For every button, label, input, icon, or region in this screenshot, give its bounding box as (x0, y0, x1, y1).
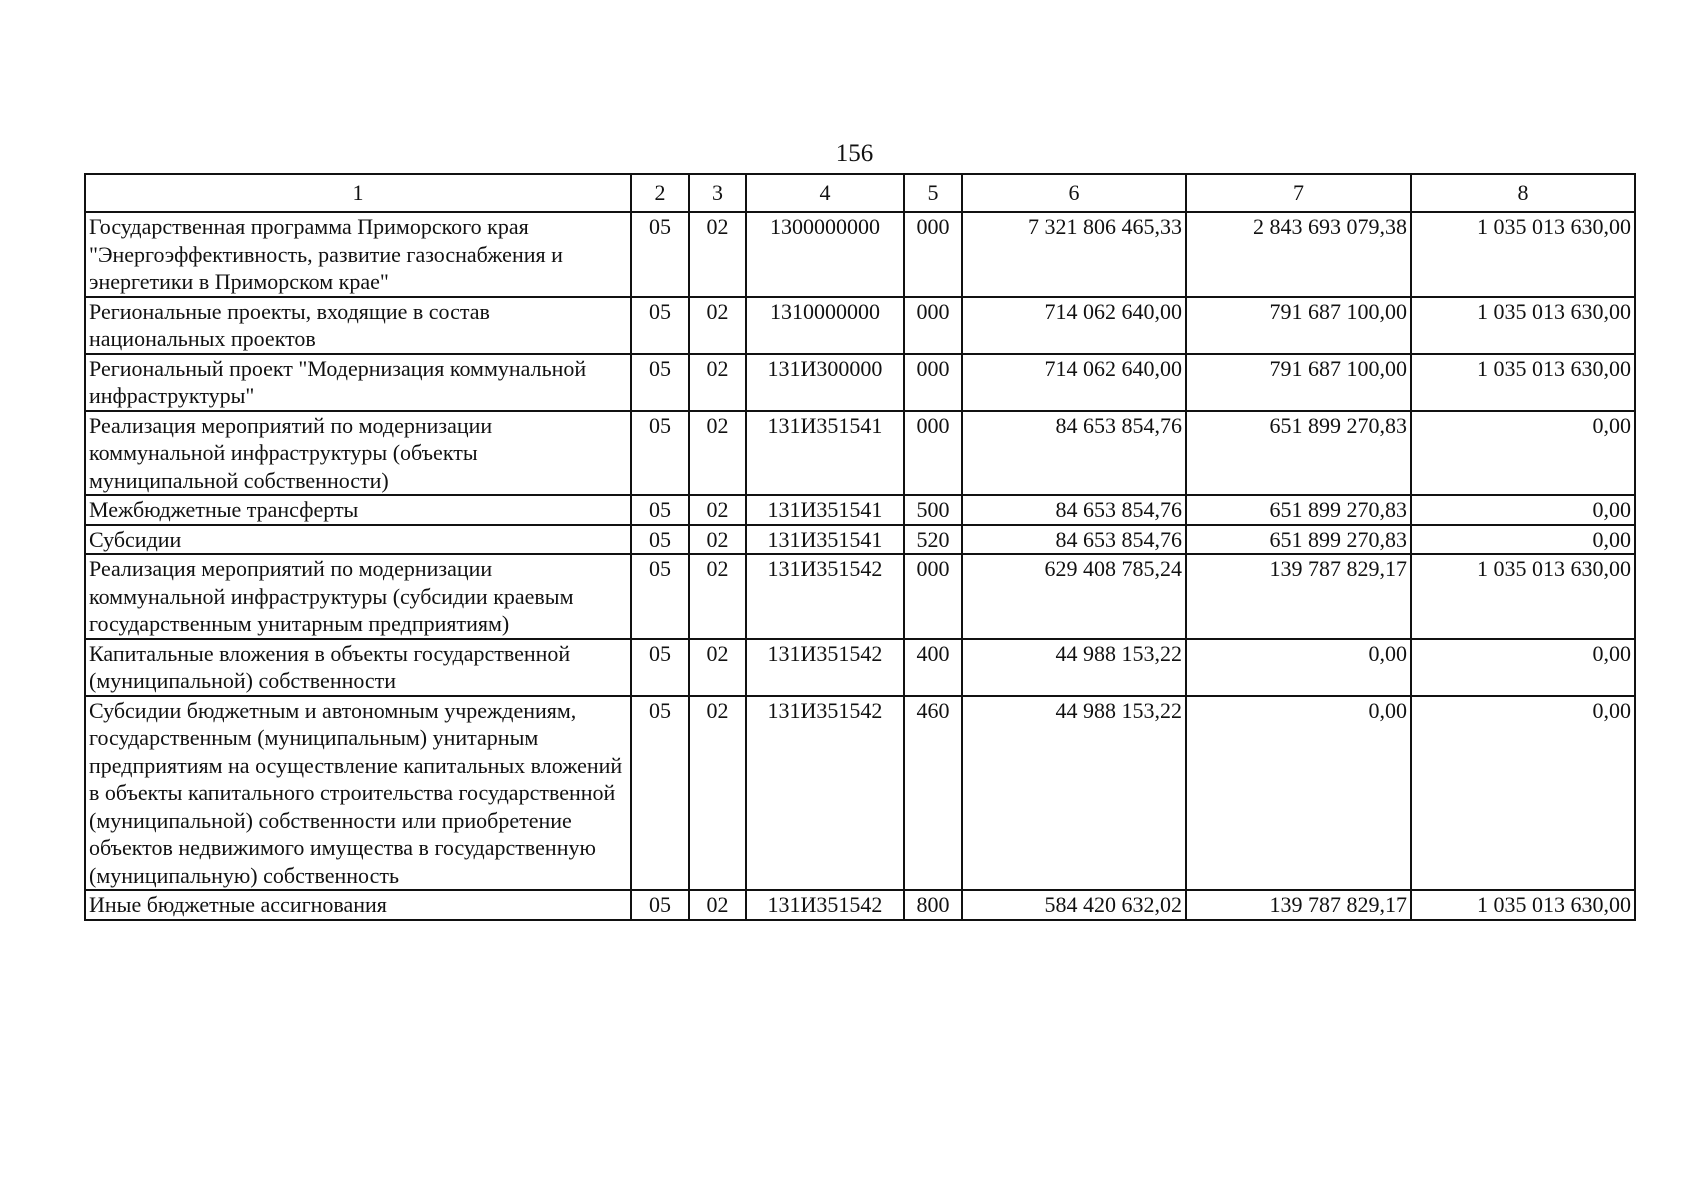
subsection-code: 02 (689, 890, 746, 920)
section-code: 05 (631, 411, 689, 496)
row-name: Реализация мероприятий по модернизации коммунальной инфраструктуры (субсидии краевым государственным унитарным предприятиям) (85, 554, 631, 639)
table-row (85, 495, 1635, 525)
column-header-6: 6 (962, 174, 1186, 212)
amount-col-8: 0,00 (1411, 639, 1635, 696)
amount-col-6: 629 408 785,24 (962, 554, 1186, 639)
section-code: 05 (631, 212, 689, 297)
target-article-code: 131И300000 (746, 354, 904, 411)
expense-type-code: 520 (904, 525, 962, 555)
subsection-code: 02 (689, 411, 746, 496)
column-header-5: 5 (904, 174, 962, 212)
subsection-code: 02 (689, 696, 746, 891)
amount-col-6: 84 653 854,76 (962, 525, 1186, 555)
table-row (85, 525, 1635, 555)
budget-table (84, 173, 1636, 921)
table-row (85, 890, 1635, 920)
target-article-code: 131И351542 (746, 890, 904, 920)
expense-type-code: 000 (904, 297, 962, 354)
amount-col-7: 791 687 100,00 (1186, 354, 1411, 411)
row-name: Региональные проекты, входящие в состав национальных проектов (85, 297, 631, 354)
subsection-code: 02 (689, 354, 746, 411)
page-number: 156 (835, 140, 874, 167)
target-article-code: 1300000000 (746, 212, 904, 297)
table-row (85, 696, 1635, 891)
amount-col-8: 1 035 013 630,00 (1411, 297, 1635, 354)
expense-type-code: 000 (904, 212, 962, 297)
table-row (85, 297, 1635, 354)
amount-col-8: 0,00 (1411, 411, 1635, 496)
table-row (85, 212, 1635, 297)
row-name: Межбюджетные трансферты (85, 495, 631, 525)
expense-type-code: 400 (904, 639, 962, 696)
section-code: 05 (631, 890, 689, 920)
amount-col-8: 0,00 (1411, 525, 1635, 555)
target-article-code: 1310000000 (746, 297, 904, 354)
amount-col-8: 0,00 (1411, 495, 1635, 525)
column-header-3: 3 (689, 174, 746, 212)
subsection-code: 02 (689, 554, 746, 639)
subsection-code: 02 (689, 525, 746, 555)
subsection-code: 02 (689, 495, 746, 525)
subsection-code: 02 (689, 212, 746, 297)
amount-col-8: 0,00 (1411, 696, 1635, 891)
amount-col-7: 139 787 829,17 (1186, 554, 1411, 639)
expense-type-code: 000 (904, 554, 962, 639)
section-code: 05 (631, 354, 689, 411)
target-article-code: 131И351542 (746, 696, 904, 891)
row-name: Реализация мероприятий по модернизации коммунальной инфраструктуры (объекты муниципальной собственности) (85, 411, 631, 496)
row-name: Государственная программа Приморского края "Энергоэффективность, развитие газоснабжения и энергетики в Приморском крае" (85, 212, 631, 297)
amount-col-7: 651 899 270,83 (1186, 411, 1411, 496)
amount-col-8: 1 035 013 630,00 (1411, 354, 1635, 411)
column-header-7: 7 (1186, 174, 1411, 212)
amount-col-7: 651 899 270,83 (1186, 525, 1411, 555)
row-name: Капитальные вложения в объекты государственной (муниципальной) собственности (85, 639, 631, 696)
amount-col-6: 7 321 806 465,33 (962, 212, 1186, 297)
subsection-code: 02 (689, 639, 746, 696)
column-header-8: 8 (1411, 174, 1635, 212)
target-article-code: 131И351541 (746, 495, 904, 525)
target-article-code: 131И351541 (746, 525, 904, 555)
amount-col-8: 1 035 013 630,00 (1411, 890, 1635, 920)
row-name: Субсидии (85, 525, 631, 555)
section-code: 05 (631, 696, 689, 891)
section-code: 05 (631, 525, 689, 555)
amount-col-7: 791 687 100,00 (1186, 297, 1411, 354)
table-row (85, 354, 1635, 411)
amount-col-6: 84 653 854,76 (962, 495, 1186, 525)
section-code: 05 (631, 297, 689, 354)
amount-col-7: 651 899 270,83 (1186, 495, 1411, 525)
expense-type-code: 000 (904, 411, 962, 496)
amount-col-7: 2 843 693 079,38 (1186, 212, 1411, 297)
target-article-code: 131И351542 (746, 639, 904, 696)
amount-col-6: 584 420 632,02 (962, 890, 1186, 920)
amount-col-7: 0,00 (1186, 639, 1411, 696)
amount-col-6: 84 653 854,76 (962, 411, 1186, 496)
section-code: 05 (631, 554, 689, 639)
subsection-code: 02 (689, 297, 746, 354)
amount-col-7: 139 787 829,17 (1186, 890, 1411, 920)
amount-col-8: 1 035 013 630,00 (1411, 554, 1635, 639)
amount-col-8: 1 035 013 630,00 (1411, 212, 1635, 297)
amount-col-6: 44 988 153,22 (962, 696, 1186, 891)
table-row (85, 554, 1635, 639)
expense-type-code: 460 (904, 696, 962, 891)
amount-col-7: 0,00 (1186, 696, 1411, 891)
expense-type-code: 000 (904, 354, 962, 411)
row-name: Субсидии бюджетным и автономным учреждениям, государственным (муниципальным) унитарным предприятиям на осуществление капитальных вложений в объекты капитального строительства государственной (муниципальной) собственности или приобретение объектов недвижимого имущества в государственную (муниципальную) собственность (85, 696, 631, 891)
header-row (85, 174, 1635, 212)
section-code: 05 (631, 639, 689, 696)
row-name: Иные бюджетные ассигнования (85, 890, 631, 920)
table-row (85, 411, 1635, 496)
column-header-1: 1 (85, 174, 631, 212)
section-code: 05 (631, 495, 689, 525)
column-header-2: 2 (631, 174, 689, 212)
expense-type-code: 500 (904, 495, 962, 525)
target-article-code: 131И351542 (746, 554, 904, 639)
table-row (85, 639, 1635, 696)
target-article-code: 131И351541 (746, 411, 904, 496)
column-header-4: 4 (746, 174, 904, 212)
row-name: Региональный проект "Модернизация коммунальной инфраструктуры" (85, 354, 631, 411)
amount-col-6: 714 062 640,00 (962, 297, 1186, 354)
expense-type-code: 800 (904, 890, 962, 920)
amount-col-6: 714 062 640,00 (962, 354, 1186, 411)
amount-col-6: 44 988 153,22 (962, 639, 1186, 696)
